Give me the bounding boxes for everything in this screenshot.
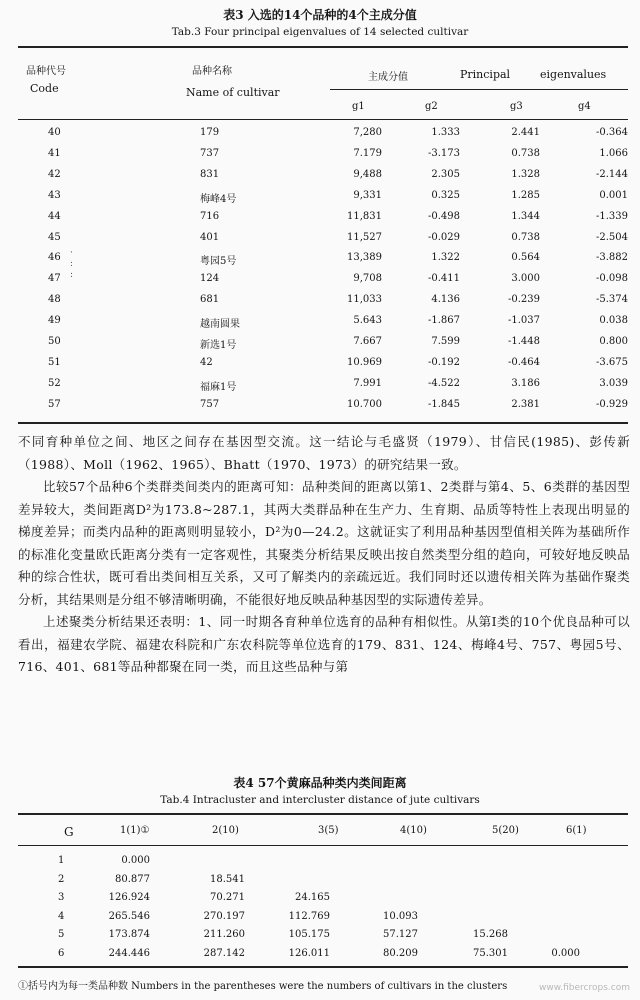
table3-cell-g3: -1.037 — [507, 315, 540, 327]
table3-cell-g4: -0.098 — [595, 273, 628, 285]
table3-cell-g4: -3.675 — [595, 356, 628, 368]
table3-cell-g2: 4.136 — [431, 294, 460, 306]
table3-cell-code: 40 — [48, 127, 61, 138]
table3-cell-name: 737 — [200, 147, 220, 159]
table3-cell-g3: 3.000 — [511, 273, 540, 285]
table4-footnote: ①括号内为每一类品种数 Numbers in the parentheses were the numbers of cultivars in the clusters — [18, 981, 508, 992]
table3-cell-g4: 0.800 — [599, 336, 628, 347]
table4-header-cell: 4(10) — [400, 825, 427, 836]
paragraph-3: 上述聚类分析结果还表明：1、同一时期各育种单位选育的品种有相似性。从第Ⅰ类的10个优良品种可以看出，福建农学院、福建农科院和广东农科院等单位选育的179、831、124、梅峰4号、757、粤园5号、716、401、681等品种都聚在同一类，而且这些品种与第 — [18, 614, 630, 674]
table3-cell-g3: 0.738 — [511, 231, 540, 243]
table4-cell-c1: 173.874 — [108, 929, 150, 940]
table3-header-pc-en2: eigenvalues — [540, 68, 607, 81]
table4-cell-c4: 80.209 — [383, 947, 418, 959]
table4-cell-c1: 265.546 — [108, 910, 150, 922]
table3-cell-g2: -4.522 — [427, 377, 460, 389]
table4-cell-g: 2 — [58, 873, 65, 885]
table4-cell-c1: 126.924 — [108, 892, 150, 903]
table3-header-g1: g1 — [352, 101, 365, 112]
table3-cell-name: 681 — [200, 294, 220, 306]
table3-cell-name: 福麻1号 — [200, 381, 237, 393]
table3-header-pc-en1: Principal — [460, 68, 511, 81]
table3-cell-g3: 2.441 — [511, 127, 540, 138]
table3-cell-code: 43 — [48, 189, 61, 201]
table3-cell-g1: 7.667 — [353, 336, 382, 347]
table3-header-code-cn: 品种代号 — [26, 66, 66, 77]
table3-cell-g4: -2.504 — [595, 231, 628, 243]
table3-cell-g2: -1.867 — [427, 315, 460, 327]
table3-cell-code: 48 — [48, 294, 61, 306]
table4-bottom-rule — [18, 966, 628, 968]
table3-top-rule — [18, 46, 628, 48]
table3-cell-g2: 1.333 — [431, 127, 460, 138]
table4-caption-en: Tab.4 Intracluster and intercluster distance of jute cultivars — [160, 794, 480, 806]
table4-cell-c2: 287.142 — [203, 947, 245, 959]
table3-cell-g1: 10.969 — [347, 356, 382, 368]
table3-cell-g1: 9,708 — [353, 273, 382, 285]
paragraph-1: 不同育种单位之间、地区之间存在基因型交流。这一结论与毛盛贤（1979）、甘信民(1985)、彭传新（1988）、Moll（1962、1965）、Bhatt（1970、1973）的研究结果一致。 — [18, 434, 630, 472]
table3-cell-name: 124 — [200, 273, 220, 285]
table4-cell-c1: 244.446 — [108, 947, 150, 959]
table3-cell-name: 179 — [200, 127, 220, 138]
table3-cell-g4: 0.038 — [599, 315, 628, 327]
table3-cell-g4: 1.066 — [599, 147, 628, 159]
table3-cell-name: 越南圆果 — [200, 319, 240, 331]
table4-cell-c2: 70.271 — [210, 892, 245, 903]
table3-cell-g3: -0.464 — [507, 356, 540, 368]
table3-cell-g1: 9,331 — [353, 189, 382, 201]
table4-cell-c2: 18.541 — [210, 873, 245, 885]
table4-caption-cn: 表4 57个黄麻品种类内类间距离 — [233, 776, 407, 790]
table3-cell-name: 716 — [200, 210, 220, 222]
table4-cell-c3: 112.769 — [288, 910, 330, 922]
table4-cell-g: 6 — [58, 947, 65, 959]
table3-cell-name: 831 — [200, 168, 220, 180]
table3-header-g3: g3 — [510, 101, 523, 112]
table3-cell-name: 梅峰4号 — [200, 193, 237, 205]
table3-cell-code: 57 — [48, 398, 61, 410]
table3-cell-g1: 5.643 — [353, 315, 382, 327]
table3-cell-g2: -0.498 — [427, 210, 460, 222]
table3-header-rule — [18, 119, 628, 120]
table4-cell-g: 3 — [58, 892, 65, 903]
table3-subheader-rule — [330, 89, 628, 90]
table4-cell-c4: 10.093 — [383, 910, 418, 922]
table3-cell-g2: -1.845 — [427, 398, 460, 410]
table4-cell-c3: 105.175 — [288, 929, 330, 940]
table3-cell-g2: -0.192 — [427, 356, 460, 368]
table3-cell-g4: -0.929 — [595, 398, 628, 410]
table4-cell-c2: 211.260 — [203, 929, 245, 940]
table3-cell-g4: -3.882 — [595, 252, 628, 264]
table3-cell-g4: -5.374 — [595, 294, 628, 306]
table3-cell-code: 47 — [48, 273, 61, 285]
table3-cell-g1: 9,488 — [353, 168, 382, 180]
table4-cell-c1: 0.000 — [121, 855, 150, 866]
table3-cell-code: 41 — [48, 147, 61, 159]
table3-cell-code: 50 — [48, 336, 61, 347]
body-text — [18, 431, 630, 679]
table3-cell-g2: -0.411 — [427, 273, 460, 285]
table4-header-cell: 2(10) — [212, 825, 239, 836]
table3-header-g2: g2 — [425, 101, 438, 112]
table3-cell-g4: 0.001 — [599, 189, 628, 201]
table4-cell-c6: 0.000 — [551, 947, 580, 959]
table3-cell-g2: 0.325 — [431, 189, 460, 201]
table3-header-code-en: Code — [30, 82, 59, 95]
table3-cell-g2: -0.029 — [427, 231, 460, 243]
table3-cell-name: 新选1号 — [200, 340, 237, 351]
table3-cell-code: 49 — [48, 315, 61, 327]
table3-cell-g4: -0.364 — [595, 127, 628, 138]
table3-cell-g2: -3.173 — [427, 147, 460, 159]
table3-cell-g3: 0.738 — [511, 147, 540, 159]
table4-cell-g: 5 — [58, 929, 65, 940]
table3-cell-code: 45 — [48, 231, 61, 243]
table3-cell-name: 42 — [200, 356, 213, 368]
table4-header-cell: G — [64, 825, 74, 839]
table3-cell-g1: 11,033 — [347, 294, 382, 306]
table3-cell-g3: 1.328 — [511, 168, 540, 180]
table3-cell-name: 757 — [200, 398, 220, 410]
table3-cell-g4: -1.339 — [595, 210, 628, 222]
table3-cell-name: 粤园5号 — [200, 256, 237, 268]
watermark: www.fibercrops.com — [539, 983, 630, 993]
table3-cell-g3: 2.381 — [511, 398, 540, 410]
table4-cell-g: 4 — [58, 910, 65, 922]
table3-header-name-cn: 品种名称 — [192, 66, 232, 77]
table4-header-cell: 6(1) — [566, 825, 587, 836]
table3-cell-code: 42 — [48, 168, 61, 180]
table3-header-name-en: Name of cultivar — [186, 86, 280, 99]
table3-cell-code: 46 — [48, 252, 61, 264]
table3-cell-g3: -0.239 — [507, 294, 540, 306]
table3-cell-g2: 2.305 — [431, 168, 460, 180]
table3-cell-code: 51 — [48, 356, 61, 368]
table3-caption-cn: 表3 入选的14个品种的4个主成分值 — [223, 8, 417, 22]
table3-header-g4: g4 — [578, 101, 591, 112]
table3-cell-g2: 1.322 — [431, 252, 460, 264]
table3-cell-g1: 11,527 — [347, 231, 382, 243]
table3-cell-g3: 1.285 — [511, 189, 540, 201]
table3-header-pc-cn: 主成分值 — [368, 72, 408, 83]
table4-cell-c5: 15.268 — [473, 929, 508, 940]
table4-top-rule — [18, 813, 628, 815]
scan-speck: · : : — [70, 248, 74, 280]
table3-cell-name: 401 — [200, 231, 220, 243]
table4-cell-c3: 126.011 — [288, 947, 330, 959]
table3-cell-g4: 3.039 — [599, 377, 628, 389]
table4-cell-c3: 24.165 — [295, 892, 330, 903]
table3-cell-g1: 10.700 — [347, 398, 382, 410]
paragraph-2: 比较57个品种6个类群类间类内的距离可知：品种类间的距离以第1、2类群与第4、5、6类群的基因型差异较大，类间距离D²为173.8~287.1，其两大类群品种在生产力、生育期、品质等特性上表现出明显的梯度差异；而类内品种的距离则明显较小，D²为0—24.2。这就证实了利用品种基因型值相关阵为基础所作的标准化变量欧氏距离分类有一定客观性，其聚类分析结果反映出按自然类型分组的趋向，可较好地反映品种的综合性状，既可看出类间相互关系，又可了解类内的亲疏远近。我们同时还以遗传相关阵为基础作聚类分析，其结果则是分组不够清晰明确，不能很好地反映品种基因型的实际遗传差异。 — [18, 479, 630, 607]
table4-header-cell: 3(5) — [318, 825, 339, 836]
table4-header-cell: 5(20) — [492, 825, 519, 836]
table4-header-cell: 1(1)① — [120, 825, 150, 836]
table3-cell-g3: 0.564 — [511, 252, 540, 264]
table3-cell-g3: 1.344 — [511, 210, 540, 222]
table3-cell-g1: 7.179 — [353, 147, 382, 159]
table3-cell-g1: 11,831 — [347, 210, 382, 222]
table3-cell-g1: 7,280 — [353, 127, 382, 138]
table3-cell-g2: 7.599 — [431, 336, 460, 347]
table4-cell-c5: 75.301 — [473, 947, 508, 959]
table3-cell-g1: 7.991 — [353, 377, 382, 389]
table3-bottom-rule — [18, 422, 628, 424]
table4-cell-c2: 270.197 — [203, 910, 245, 922]
table4-cell-g: 1 — [58, 855, 65, 866]
table4-cell-c1: 80.877 — [115, 873, 150, 885]
table3-cell-code: 44 — [48, 210, 61, 222]
table3-cell-g1: 13,389 — [347, 252, 382, 264]
table3-caption-en: Tab.3 Four principal eigenvalues of 14 selected cultivar — [171, 26, 469, 38]
table4-cell-c4: 57.127 — [383, 929, 418, 940]
table4-header-rule — [18, 845, 628, 846]
table3-cell-g3: -1.448 — [507, 336, 540, 347]
table3-cell-code: 52 — [48, 377, 61, 389]
table3-cell-g3: 3.186 — [511, 377, 540, 389]
table3-cell-g4: -2.144 — [595, 168, 628, 180]
